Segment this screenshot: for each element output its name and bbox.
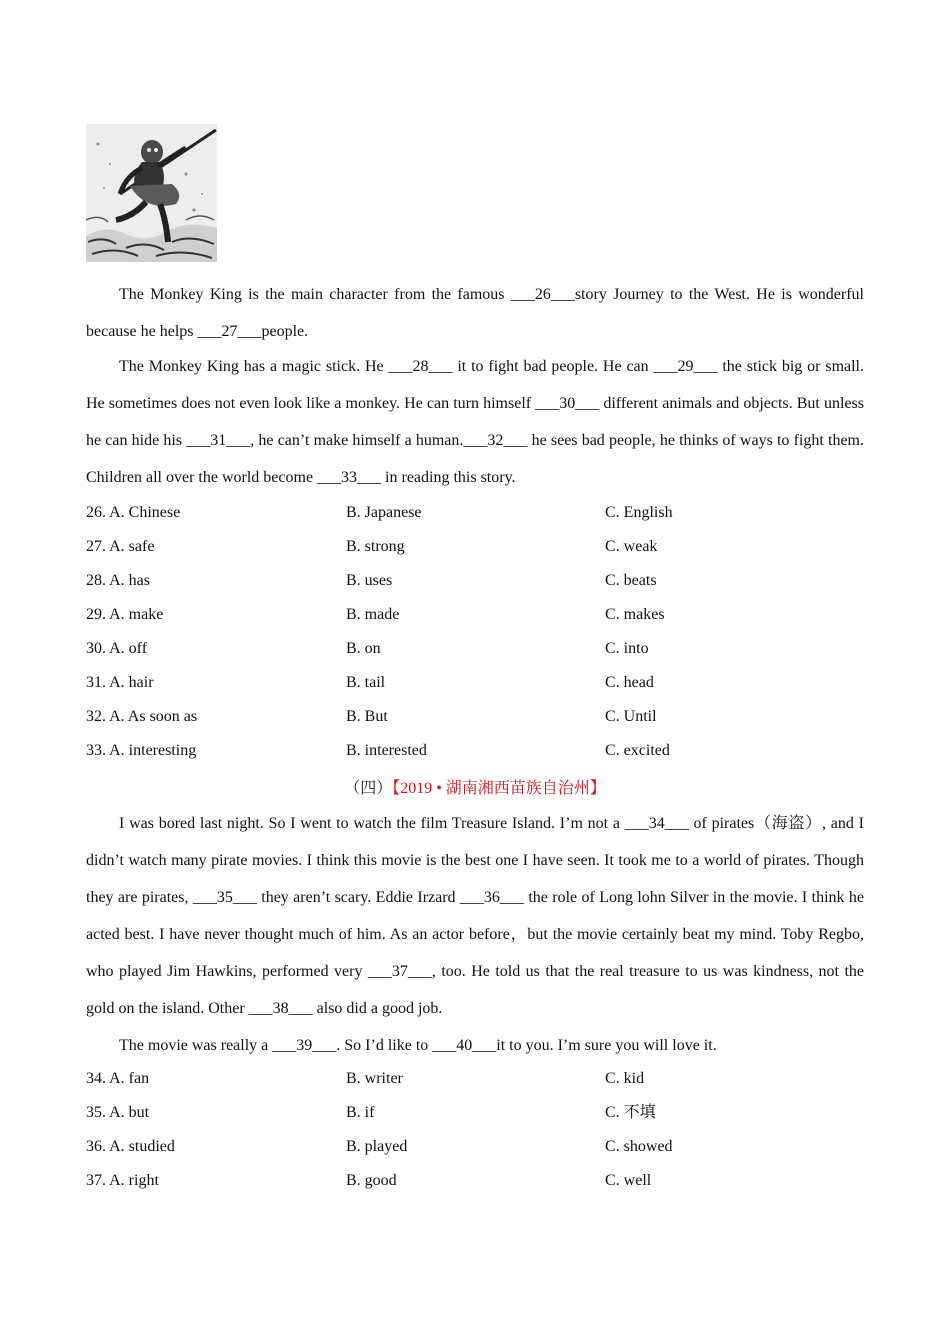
- option-row-36: [86, 1130, 864, 1164]
- option-b: B. good: [346, 1172, 397, 1189]
- option-a: 27. A. safe: [86, 538, 155, 555]
- option-b: B. Japanese: [346, 504, 422, 521]
- option-b: B. if: [346, 1104, 375, 1121]
- option-row-35: [86, 1096, 864, 1130]
- monkey-king-illustration: [86, 124, 217, 262]
- passage-4-paragraph-1-text: I was bored last night. So I went to watch the film Treasure Island. I’m not a ___34___ of pirates（海盗）, and I didn’t watch many pirate movies. I think this movie is the best one I have seen. It took me to a world of pirates. Though they are pirates, ___35___ they aren’t scary. Eddie Irzard ___36___ the role of Long lohn Silver in the movie. I think he acted best. I have never thought much of him. As an actor before，but the movie certainly beat my mind. Toby Regbo, who played Jim Hawkins, performed very ___37___, too. He told us that the real treasure to us was kindness, not the gold on the island. Other ___38___ also did a good job.: [86, 815, 864, 1017]
- option-row-32: [86, 700, 864, 734]
- option-row-30: [86, 632, 864, 666]
- option-a: 29. A. make: [86, 606, 164, 623]
- option-row-37: [86, 1164, 864, 1198]
- option-c: C. kid: [605, 1070, 645, 1087]
- option-a: 35. A. but: [86, 1104, 150, 1121]
- passage-4-paragraph-2-text: The movie was really a ___39___. So I’d like to ___40___it to you. I’m sure you will love it.: [119, 1037, 717, 1054]
- option-c: C. head: [605, 674, 654, 691]
- option-c: C. Until: [605, 708, 657, 725]
- option-row-33: [86, 734, 864, 768]
- passage-4-paragraph-1: [86, 805, 864, 1027]
- option-row-34: [86, 1062, 864, 1096]
- option-a: 36. A. studied: [86, 1138, 175, 1155]
- section-4-heading: [86, 772, 864, 806]
- option-c: C. makes: [605, 606, 665, 623]
- passage-3-paragraph-1: [86, 276, 864, 350]
- option-b: B. strong: [346, 538, 405, 555]
- option-c: C. English: [605, 504, 673, 521]
- option-b: B. made: [346, 606, 400, 623]
- passage-3-paragraph-2: [86, 348, 864, 496]
- option-c: C. excited: [605, 742, 670, 759]
- option-b: B. played: [346, 1138, 408, 1155]
- option-c: C. well: [605, 1172, 652, 1189]
- option-a: 34. A. fan: [86, 1070, 150, 1087]
- option-a: 32. A. As soon as: [86, 708, 198, 725]
- option-b: B. writer: [346, 1070, 403, 1087]
- option-c: C. showed: [605, 1138, 673, 1155]
- option-c: C. beats: [605, 572, 657, 589]
- option-row-29: [86, 598, 864, 632]
- option-a: 37. A. right: [86, 1172, 159, 1189]
- option-b: B. tail: [346, 674, 386, 691]
- option-c: C. into: [605, 640, 649, 657]
- option-b: B. But: [346, 708, 388, 725]
- option-b: B. uses: [346, 572, 393, 589]
- option-row-27: [86, 530, 864, 564]
- passage-4-paragraph-2: [86, 1027, 864, 1064]
- option-a: 26. A. Chinese: [86, 504, 181, 521]
- option-b: B. on: [346, 640, 381, 657]
- option-row-28: [86, 564, 864, 598]
- option-a: 33. A. interesting: [86, 742, 197, 759]
- section-number: （四）: [344, 780, 393, 797]
- option-c: C. 不填: [605, 1104, 656, 1121]
- option-a: 30. A. off: [86, 640, 148, 657]
- option-a: 31. A. hair: [86, 674, 154, 691]
- passage-3-paragraph-1-text: The Monkey King is the main character from the famous ___26___story Journey to the West. He is wonderful because he helps ___27___people.: [86, 286, 864, 340]
- option-a: 28. A. has: [86, 572, 150, 589]
- section-source: 【2019 • 湖南湘西苗族自治州】: [392, 780, 606, 797]
- option-b: B. interested: [346, 742, 427, 759]
- option-row-26: [86, 496, 864, 530]
- option-row-31: [86, 666, 864, 700]
- passage-3-paragraph-2-text: The Monkey King has a magic stick. He ___28___ it to fight bad people. He can ___29___ the stick big or small. He sometimes does not even look like a monkey. He can turn himself ___30___ different animals and objects. But unless he can hide his ___31___, he can’t make himself a human.___32___ he sees bad people, he thinks of ways to fight them. Children all over the world become ___33___ in reading this story.: [86, 358, 864, 486]
- option-c: C. weak: [605, 538, 658, 555]
